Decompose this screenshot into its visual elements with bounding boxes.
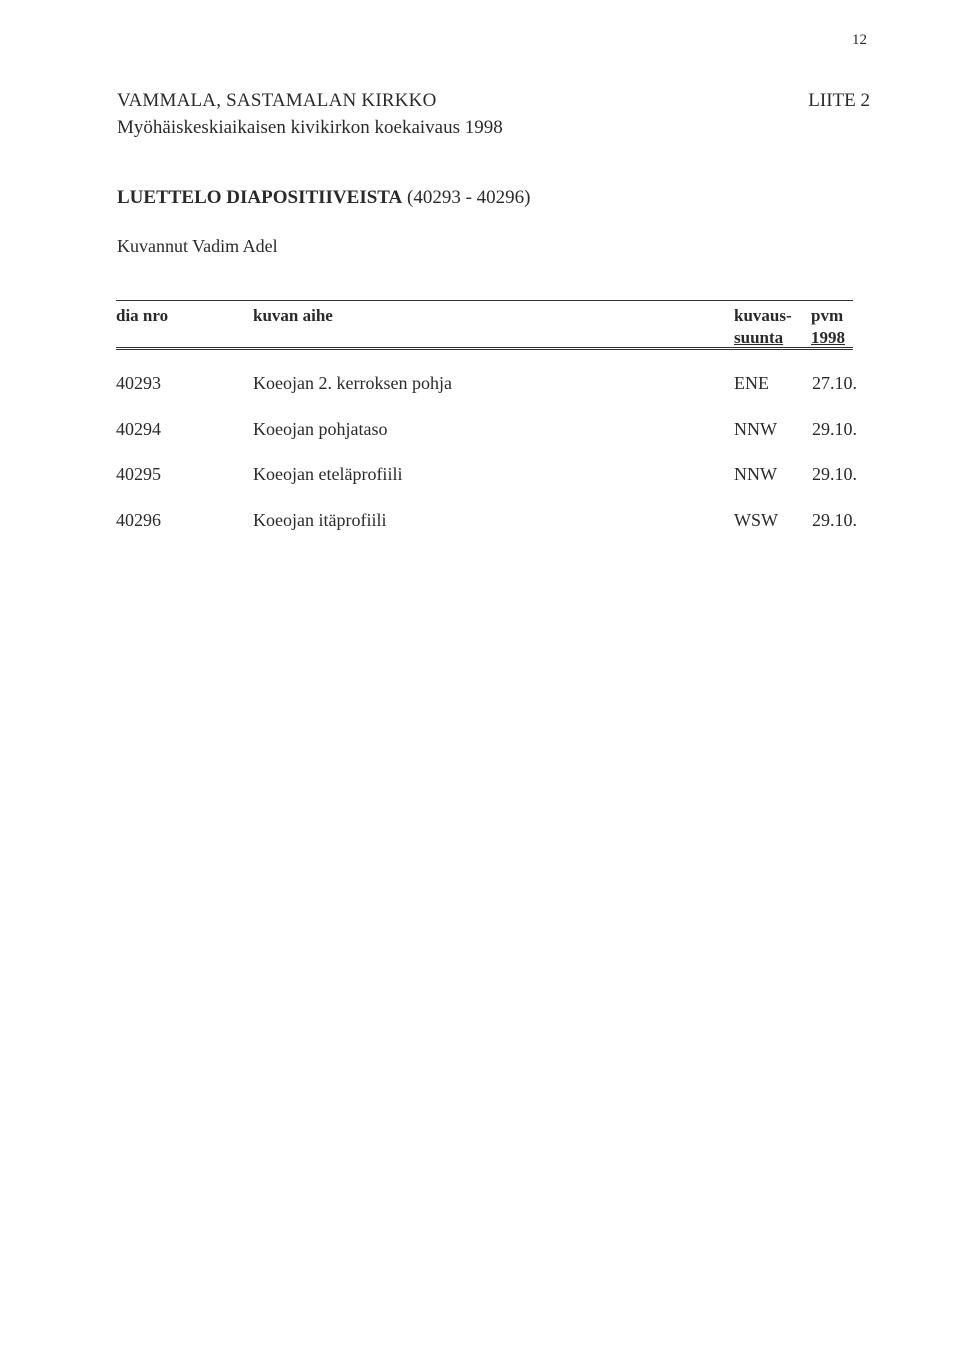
table-header-rule bbox=[116, 347, 853, 348]
cell-nro: 40294 bbox=[116, 419, 161, 439]
table-row bbox=[116, 373, 857, 397]
list-title bbox=[117, 187, 531, 209]
appendix-label: LIITE 2 bbox=[808, 90, 870, 111]
cell-aihe: Koeojan pohjataso bbox=[253, 419, 388, 439]
table-header-rule-double bbox=[116, 349, 853, 350]
column-header-aihe: kuvan aihe bbox=[253, 306, 333, 325]
cell-nro: 40293 bbox=[116, 373, 161, 393]
page-number: 12 bbox=[852, 32, 867, 48]
cell-nro: 40295 bbox=[116, 464, 161, 484]
column-header-suunta-line2: suunta bbox=[734, 328, 784, 347]
list-title-range: (40293 - 40296) bbox=[402, 187, 531, 208]
cell-nro: 40296 bbox=[116, 510, 161, 530]
photographer-line: Kuvannut Vadim Adel bbox=[117, 236, 278, 256]
list-title-main: LUETTELO DIAPOSITIIVEISTA bbox=[117, 187, 403, 208]
cell-aihe: Koeojan eteläprofiili bbox=[253, 464, 403, 484]
table-row bbox=[116, 510, 857, 534]
cell-suunta: NNW bbox=[734, 419, 777, 439]
cell-aihe: Koeojan 2. kerroksen pohja bbox=[253, 373, 452, 393]
cell-suunta: ENE bbox=[734, 373, 769, 393]
column-header-nro: dia nro bbox=[116, 306, 169, 325]
column-header-pvm: pvm bbox=[811, 306, 844, 325]
cell-pvm: 29.10. bbox=[812, 510, 857, 530]
cell-suunta: WSW bbox=[734, 510, 778, 530]
column-header-pvm-line2: 1998 bbox=[811, 328, 845, 347]
column-header-suunta: kuvaus- bbox=[734, 306, 792, 325]
cell-pvm: 29.10. bbox=[812, 464, 857, 484]
cell-aihe: Koeojan itäprofiili bbox=[253, 510, 387, 530]
cell-pvm: 29.10. bbox=[812, 419, 857, 439]
document-subtitle: Myöhäiskeskiaikaisen kivikirkon koekaivaus 1998 bbox=[117, 117, 503, 138]
cell-suunta: NNW bbox=[734, 464, 777, 484]
site-title: VAMMALA, SASTAMALAN KIRKKO bbox=[117, 90, 437, 111]
table-top-rule bbox=[116, 300, 853, 301]
table-row bbox=[116, 419, 857, 443]
table-row bbox=[116, 464, 857, 488]
cell-pvm: 27.10. bbox=[812, 373, 857, 393]
